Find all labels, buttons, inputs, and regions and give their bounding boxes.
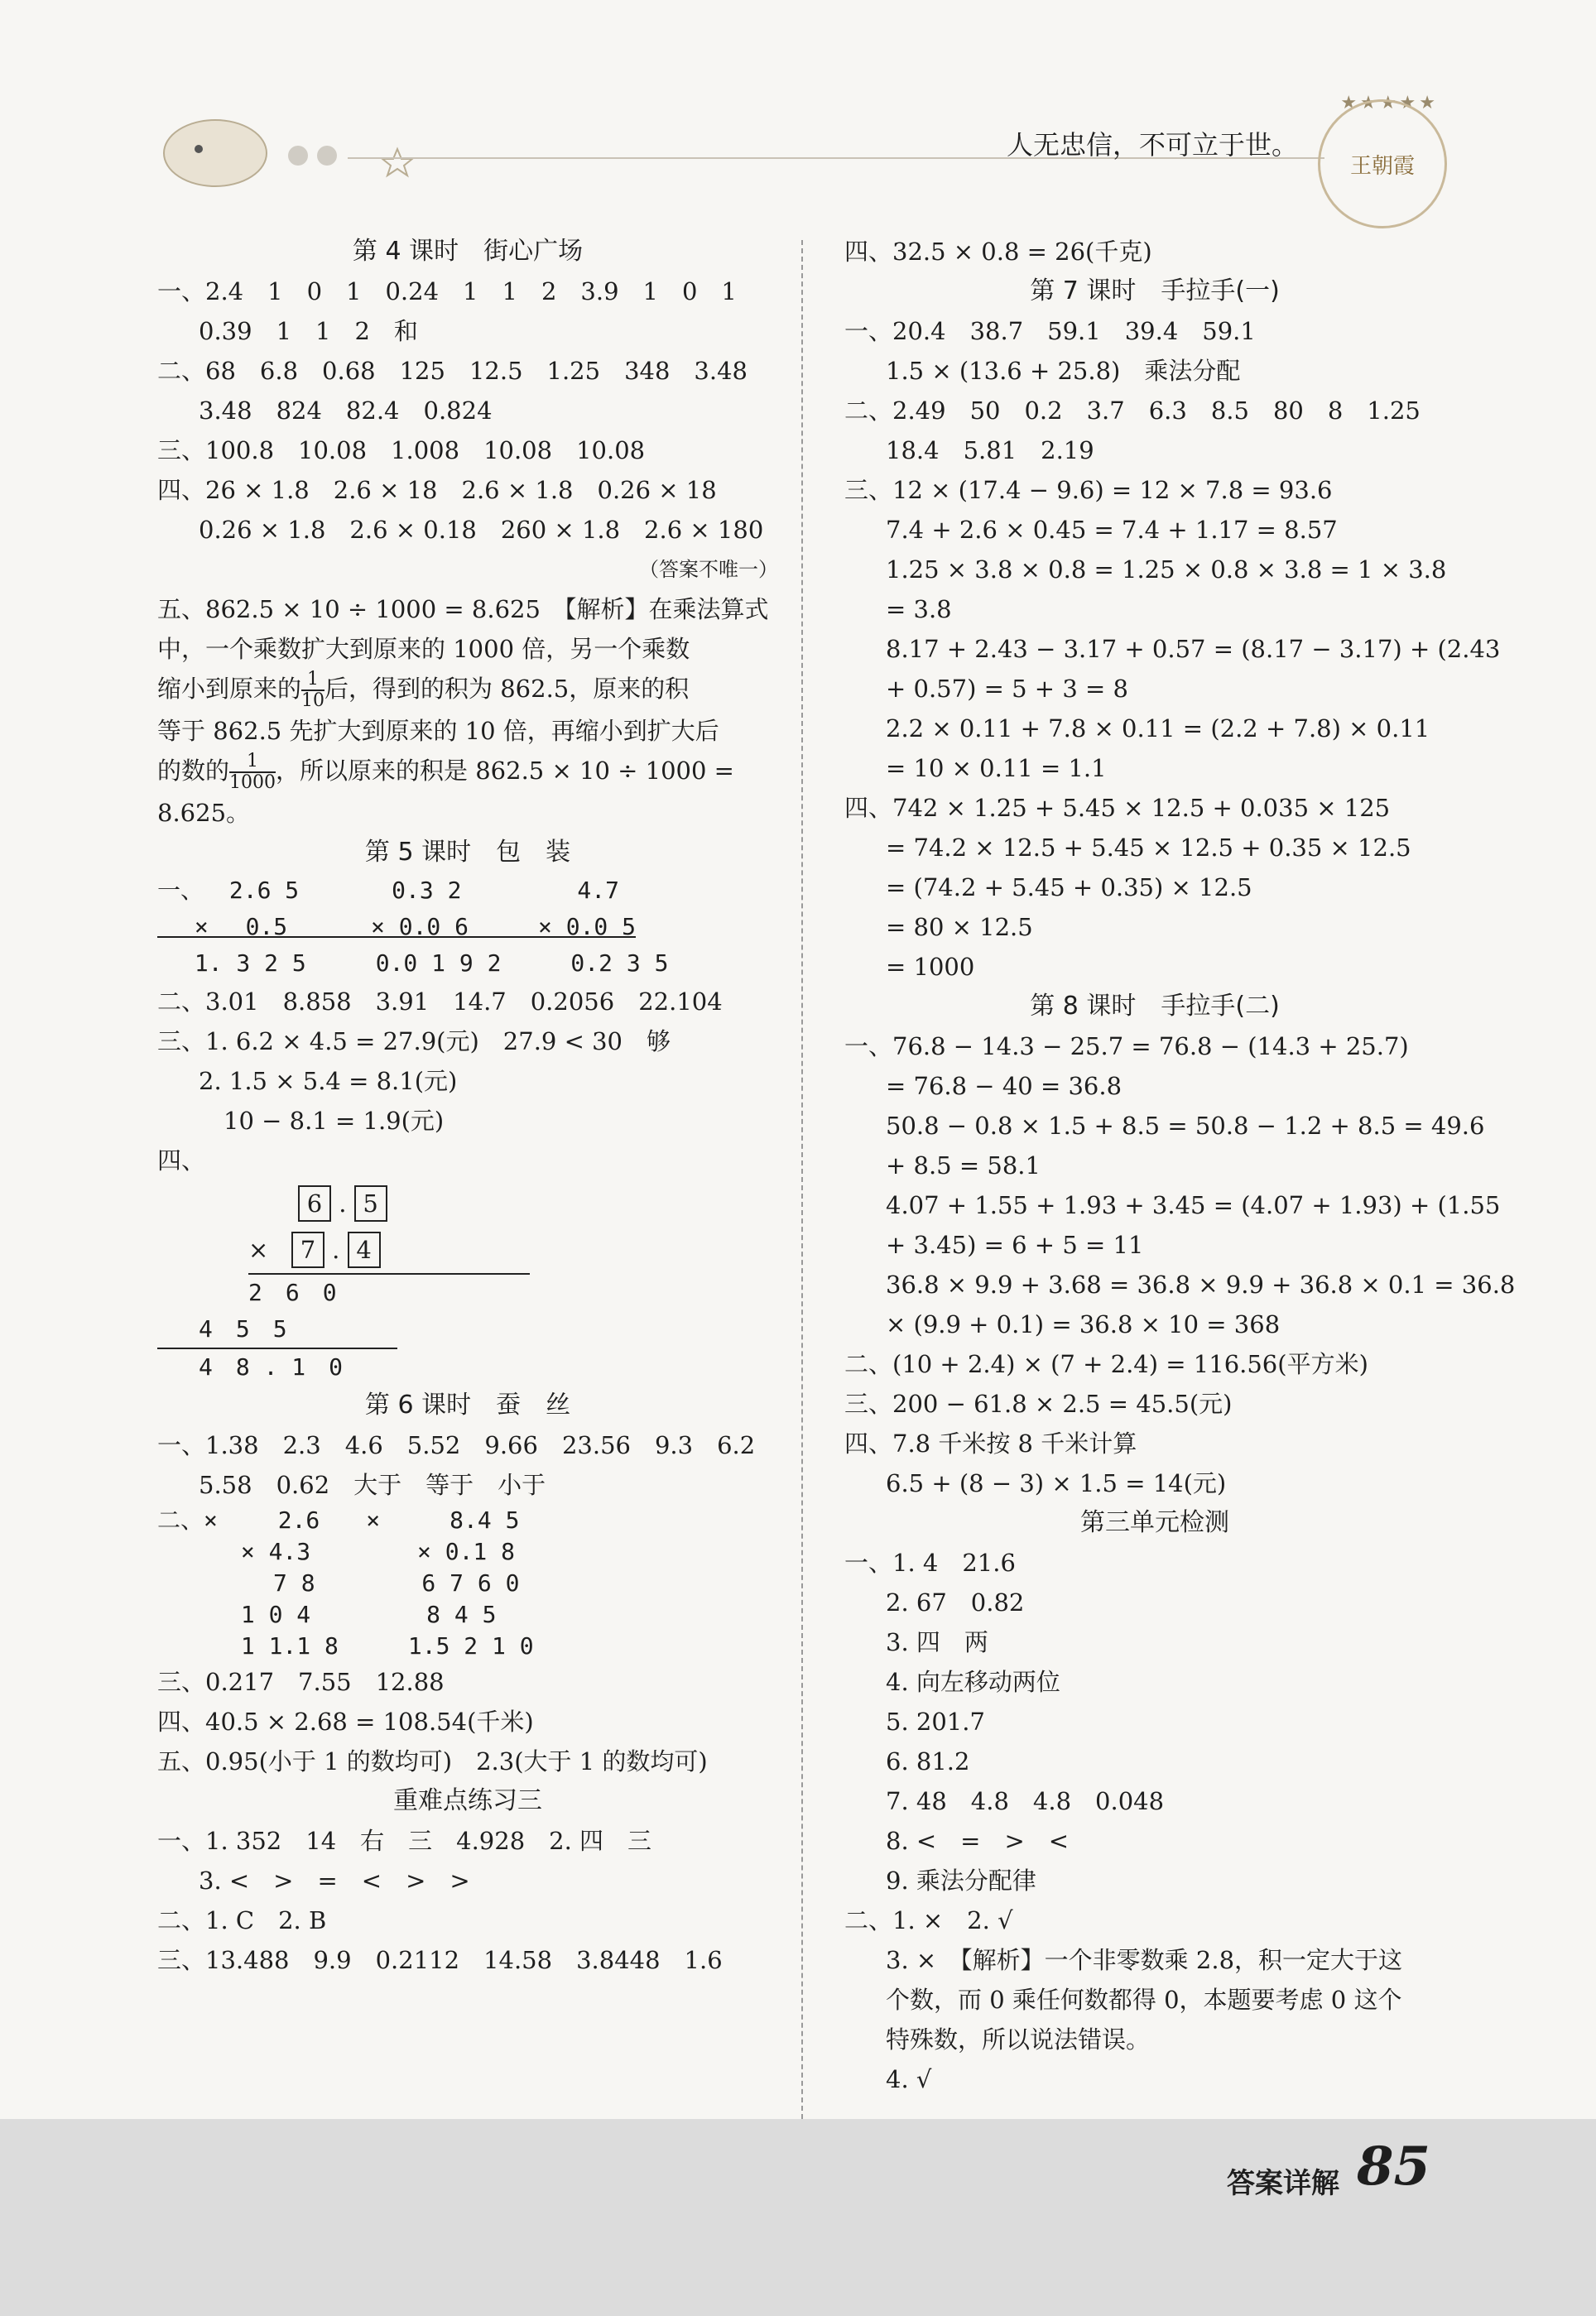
answer-line: 0.26 × 1.8 2.6 × 0.18 260 × 1.8 2.6 × 180 <box>199 516 764 544</box>
text-span: 后，得到的积为 862.5，原来的积 <box>324 675 690 703</box>
answer-line: 7.4 + 2.6 × 0.45 = 7.4 + 1.17 = 8.57 <box>886 516 1338 544</box>
answer-line: 3.48 824 82.4 0.824 <box>199 396 493 425</box>
answer-line: 四、26 × 1.8 2.6 × 18 2.6 × 1.8 0.26 × 18 <box>157 476 717 504</box>
fraction <box>301 670 324 711</box>
answer-line: 二、1. C 2. B <box>157 1906 327 1934</box>
answer-line: × (9.9 + 0.1) = 36.8 × 10 = 368 <box>886 1310 1281 1338</box>
answer-line: 三、100.8 10.08 1.008 10.08 10.08 <box>157 436 646 464</box>
answer-line: = 3.8 <box>886 595 952 623</box>
answer-note: （答案不唯一） <box>639 558 778 581</box>
brand-logo-text: 王朝霞 <box>1349 153 1415 179</box>
answer-line: 0.39 1 1 2 和 <box>199 317 418 345</box>
answer-line: 8.625。 <box>157 799 251 827</box>
section-title: 重难点练习三 <box>393 1786 542 1815</box>
vertical-calc-row: 2 6 0 <box>248 1279 337 1306</box>
answer-line: 二、68 6.8 0.68 125 12.5 1.25 348 3.48 <box>157 357 748 385</box>
vertical-calc-row: 4 8 . 1 0 <box>199 1353 344 1381</box>
boxed-row: × 7 . 4 <box>248 1227 530 1275</box>
answer-line: 8.17 + 2.43 − 3.17 + 0.57 = (8.17 − 3.17) + (2.43 <box>886 635 1501 663</box>
vertical-calc-row: 二、× 2.6 × 8.4 5 <box>157 1506 520 1534</box>
answer-line: 特殊数，所以说法错误。 <box>886 2025 1151 2054</box>
answer-line: 36.8 × 9.9 + 3.68 = 36.8 × 9.9 + 36.8 × 0.1 = 36.8 <box>886 1271 1516 1299</box>
answer-line: 个数，而 0 乘任何数都得 0，本题要考虑 0 这个 <box>886 1986 1402 2014</box>
fraction-denominator: 1000 <box>229 772 276 793</box>
answer-line <box>157 669 778 711</box>
answer-line: 二、3.01 8.858 3.91 14.7 0.2056 22.104 <box>157 987 723 1016</box>
footer-label: 答案详解 <box>1227 2167 1339 2200</box>
answer-line: = (74.2 + 5.45 + 0.35) × 12.5 <box>886 873 1252 901</box>
answer-line: 一、76.8 − 14.3 − 25.7 = 76.8 − (14.3 + 25.7) <box>844 1032 1409 1060</box>
answer-line: 3. < > = < > > <box>199 1867 470 1895</box>
answer-line: 3. 四 两 <box>886 1628 988 1656</box>
answer-line: 8. < = > < <box>886 1827 1070 1855</box>
boxed-row: 6 . 5 <box>298 1180 778 1227</box>
answer-line: 二、(10 + 2.4) × (7 + 2.4) = 116.56(平方米) <box>844 1350 1368 1378</box>
fraction-numerator: 1 <box>301 670 324 691</box>
answer-line: 50.8 − 0.8 × 1.5 + 8.5 = 50.8 − 1.2 + 8.5 = 49.6 <box>886 1112 1485 1140</box>
fraction-denominator: 10 <box>301 690 325 711</box>
digit-box: 6 <box>298 1185 331 1222</box>
column-divider <box>801 240 803 2127</box>
answer-line: 三、13.488 9.9 0.2112 14.58 3.8448 1.6 <box>157 1946 723 1974</box>
answer-line: 5. 201.7 <box>886 1708 985 1736</box>
section-title: 第 8 课时 手拉手(二) <box>1030 992 1280 1021</box>
whale-decoration-icon <box>149 91 414 190</box>
answer-line: = 74.2 × 12.5 + 5.45 × 12.5 + 0.35 × 12.5 <box>886 834 1411 862</box>
answer-line: 三、1. 6.2 × 4.5 = 27.9(元) 27.9 < 30 够 <box>157 1027 671 1055</box>
answer-line: + 0.57) = 5 + 3 = 8 <box>886 675 1128 703</box>
fraction-numerator: 1 <box>229 752 276 773</box>
vertical-calc-row: 7 8 6 7 6 0 <box>157 1569 520 1597</box>
answer-line: 四、742 × 1.25 + 5.45 × 12.5 + 0.035 × 125 <box>844 794 1391 822</box>
boxed-multiplication <box>157 1180 778 1275</box>
answer-line: 二、1. × 2. √ <box>844 1906 1013 1934</box>
vertical-calc-row: 1 1.1 8 1.5 2 1 0 <box>157 1632 534 1660</box>
answer-line: 五、0.95(小于 1 的数均可) 2.3(大于 1 的数均可) <box>157 1747 708 1775</box>
answer-line: 等于 862.5 先扩大到原来的 10 倍，再缩小到扩大后 <box>157 717 719 745</box>
section-title: 第三单元检测 <box>1080 1508 1229 1537</box>
answer-line: 2.2 × 0.11 + 7.8 × 0.11 = (2.2 + 7.8) × 0.11 <box>886 714 1430 742</box>
vertical-calc-row: 一、 2.6 5 0.3 2 4.7 <box>157 877 620 904</box>
answer-line: + 3.45) = 6 + 5 = 11 <box>886 1231 1144 1259</box>
vertical-calc-row: 1. 3 2 5 0.0 1 9 2 0.2 3 5 <box>157 949 669 977</box>
digit-box: 5 <box>354 1185 387 1222</box>
digit-box: 7 <box>291 1232 324 1268</box>
right-column <box>844 232 1516 2099</box>
answer-line <box>157 751 778 793</box>
answer-line: 1.5 × (13.6 + 25.8) 乘法分配 <box>886 357 1241 385</box>
answer-line: = 1000 <box>886 953 975 981</box>
vertical-calc-row: 1 0 4 8 4 5 <box>157 1601 497 1628</box>
answer-line: 二、2.49 50 0.2 3.7 6.3 8.5 80 8 1.25 <box>844 396 1421 425</box>
answer-line: 四、32.5 × 0.8 = 26(千克) <box>844 238 1152 266</box>
brand-logo <box>1318 99 1447 228</box>
answer-line: 6. 81.2 <box>886 1747 970 1775</box>
answer-line: = 10 × 0.11 = 1.1 <box>886 754 1107 782</box>
answer-line: 18.4 5.81 2.19 <box>886 436 1094 464</box>
section-title: 第 4 课时 街心广场 <box>352 237 584 266</box>
answer-line: 2. 67 0.82 <box>886 1588 1025 1617</box>
vertical-calc-row: × 0.5 × 0.0 6 × 0.0 5 <box>157 913 637 940</box>
answer-line: 10 − 8.1 = 1.9(元) <box>224 1107 445 1135</box>
section-title: 第 5 课时 包 装 <box>364 838 571 867</box>
page-number: 85 <box>1356 2136 1430 2198</box>
answer-line: 一、20.4 38.7 59.1 39.4 59.1 <box>844 317 1256 345</box>
answer-line: 9. 乘法分配律 <box>886 1867 1036 1895</box>
answer-line: 五、862.5 × 10 ÷ 1000 = 8.625 【解析】在乘法算式 <box>157 595 769 623</box>
text-span: 缩小到原来的 <box>157 675 302 703</box>
answer-line: 2. 1.5 × 5.4 = 8.1(元) <box>199 1067 458 1095</box>
text-span: ，所以原来的积是 862.5 × 10 ÷ 1000 = <box>276 757 734 785</box>
answer-line: 4.07 + 1.55 + 1.93 + 3.45 = (4.07 + 1.93) + (1.55 <box>886 1191 1501 1219</box>
answer-line: 四、 <box>157 1146 206 1175</box>
answer-line: 3. × 【解析】一个非零数乘 2.8，积一定大于这 <box>886 1946 1403 1974</box>
vertical-calc-row: × 4.3 × 0.1 8 <box>157 1538 516 1565</box>
answer-line: 6.5 + (8 − 3) × 1.5 = 14(元) <box>886 1469 1227 1497</box>
left-column <box>157 232 778 1980</box>
answer-line: 中，一个乘数扩大到原来的 1000 倍，另一个乘数 <box>157 635 690 663</box>
answer-line: 三、200 − 61.8 × 2.5 = 45.5(元) <box>844 1390 1233 1418</box>
vertical-calc-row: 4 5 5 <box>157 1311 397 1349</box>
stars-icon: ★★★★★ <box>1340 93 1439 113</box>
answer-line: 一、1. 352 14 右 三 4.928 2. 四 三 <box>157 1827 652 1855</box>
answer-line: 5.58 0.62 大于 等于 小于 <box>199 1471 546 1499</box>
answer-line: 4. √ <box>886 2065 932 2093</box>
answer-line: 四、7.8 千米按 8 千米计算 <box>844 1429 1137 1458</box>
fraction <box>229 752 276 793</box>
answer-line: 一、2.4 1 0 1 0.24 1 1 2 3.9 1 0 1 <box>157 277 737 305</box>
answer-line: 4. 向左移动两位 <box>886 1668 1060 1696</box>
answer-line: 一、1.38 2.3 4.6 5.52 9.66 23.56 9.3 6.2 <box>157 1431 756 1459</box>
answer-line: 三、0.217 7.55 12.88 <box>157 1668 445 1696</box>
section-title: 第 6 课时 蚕 丝 <box>364 1391 571 1420</box>
answer-line: 1.25 × 3.8 × 0.8 = 1.25 × 0.8 × 3.8 = 1 × 3.8 <box>886 555 1447 584</box>
answer-line: = 76.8 − 40 = 36.8 <box>886 1072 1122 1100</box>
digit-box: 4 <box>348 1232 381 1268</box>
answer-line: 四、40.5 × 2.68 = 108.54(千米) <box>157 1708 534 1736</box>
header-motto: 人无忠信，不可立于世。 <box>1006 129 1298 161</box>
answer-line: 7. 48 4.8 4.8 0.048 <box>886 1787 1165 1815</box>
answer-line: + 8.5 = 58.1 <box>886 1151 1041 1180</box>
section-title: 第 7 课时 手拉手(一) <box>1030 276 1280 305</box>
text-span: 的数的 <box>157 757 230 785</box>
answer-line: = 80 × 12.5 <box>886 913 1033 941</box>
answer-line: 三、12 × (17.4 − 9.6) = 12 × 7.8 = 93.6 <box>844 476 1333 504</box>
answer-line: 一、1. 4 21.6 <box>844 1549 1016 1577</box>
